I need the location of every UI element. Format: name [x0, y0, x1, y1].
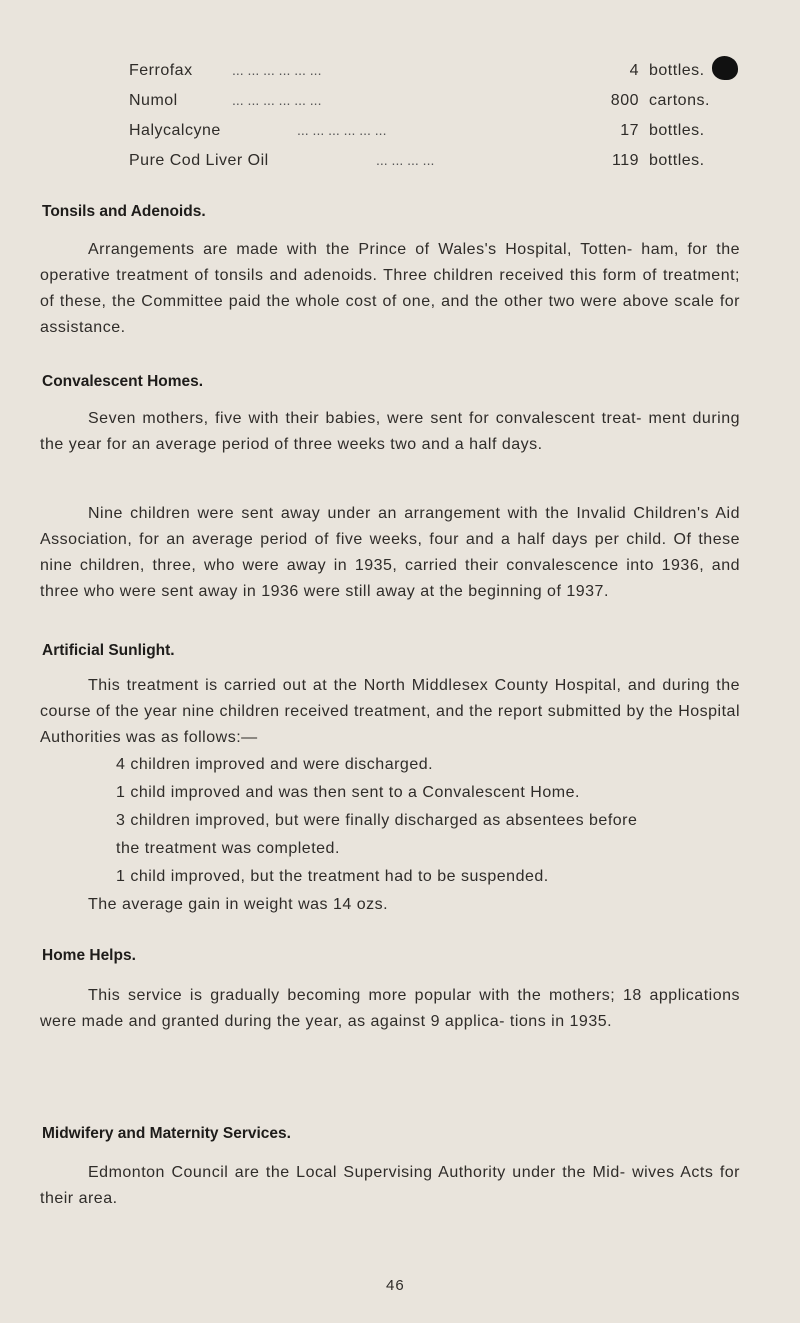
leader-dots: ... ... ... ... ... ... [232, 92, 322, 108]
section-heading-tonsils: Tonsils and Adenoids. [42, 203, 206, 220]
supply-qty: 800 [610, 92, 639, 109]
supply-row [129, 92, 729, 122]
leader-dots: ... ... ... ... [376, 152, 435, 168]
list-item: 3 children improved, but were finally discharged as absentees before [116, 812, 638, 829]
list-item: 1 child improved and was then sent to a Convalescent Home. [116, 784, 580, 801]
supply-qty: 119 [611, 152, 639, 169]
sunlight-paragraph: This treatment is carried out at the North Middlesex County Hospital, and during the course of the year nine children received treatment, and the report submitted by the Hospital Authorities was as follows:— [40, 677, 740, 746]
supply-name: Numol [129, 92, 178, 109]
home-helps-paragraph: This service is gradually becoming more popular with the mothers; 18 applications were made and granted during the year, as against 9 applica- tions in 1935. [40, 987, 740, 1030]
section-heading-midwifery: Midwifery and Maternity Services. [42, 1125, 291, 1142]
list-item: 4 children improved and were discharged. [116, 756, 434, 773]
supply-name: Halycalcyne [129, 122, 221, 139]
supply-qty: 4 [629, 62, 639, 79]
midwifery-paragraph: Edmonton Council are the Local Supervising Authority under the Mid- wives Acts for their area. [40, 1164, 740, 1207]
supply-row [129, 152, 729, 182]
supply-unit: bottles. [649, 122, 705, 139]
leader-dots: ... ... ... ... ... ... [232, 62, 322, 78]
supply-name: Ferrofax [129, 62, 193, 79]
supply-unit: cartons. [649, 92, 710, 109]
list-item: 1 child improved, but the treatment had to be suspended. [116, 868, 549, 885]
section-heading-home-helps: Home Helps. [42, 947, 136, 964]
supply-unit: bottles. [649, 62, 705, 79]
convalescent-paragraph-1: Seven mothers, five with their babies, were sent for convalescent treat- ment during the year for an average period of three weeks two and a half days. [40, 410, 740, 453]
list-item-continuation: the treatment was completed. [116, 840, 340, 857]
supply-name: Pure Cod Liver Oil [129, 152, 269, 169]
supply-qty: 17 [620, 122, 639, 139]
convalescent-paragraph-2: Nine children were sent away under an arrangement with the Invalid Children's Aid Association, for an average period of five weeks, four and a half days per child. Of these nine children, three, who were away in 1935, carried their convalescence into 1936, and three who were sent away in 1936 were still away at the beginning of 1937. [40, 505, 740, 600]
section-heading-convalescent: Convalescent Homes. [42, 373, 204, 390]
supply-row [129, 122, 729, 152]
leader-dots: ... ... ... ... ... ... [297, 122, 387, 138]
section-heading-sunlight: Artificial Sunlight. [42, 642, 175, 659]
tonsils-paragraph: Arrangements are made with the Prince of Wales's Hospital, Totten- ham, for the operative treatment of tonsils and adenoids. Three children received this form of treatment; of these, the Committee paid the whole cost of one, and the other two were above scale for assistance. [40, 241, 740, 336]
supplies-table [129, 62, 729, 182]
page-number: 46 [386, 1277, 405, 1294]
supply-unit: bottles. [649, 152, 705, 169]
weight-gain-line: The average gain in weight was 14 ozs. [88, 896, 389, 913]
supply-row [129, 62, 729, 92]
